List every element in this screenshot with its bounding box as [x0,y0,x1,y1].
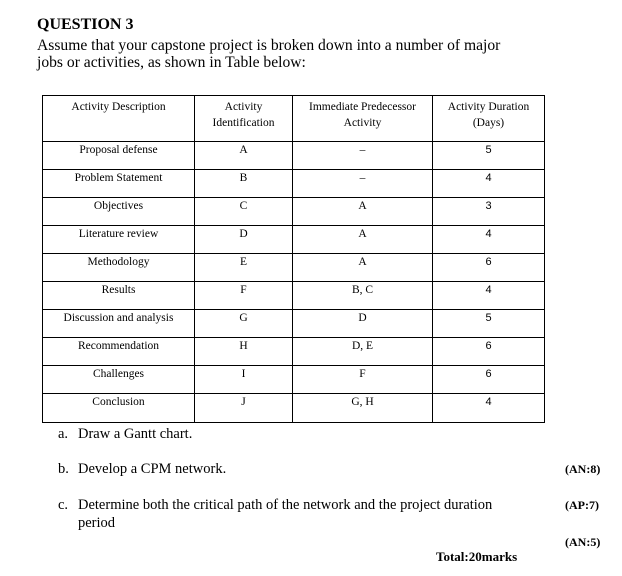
question-c-label: c. [58,497,69,513]
cell-predecessor: A [293,254,433,282]
cell-id: G [195,310,293,338]
cell-predecessor: G, H [293,394,433,423]
question-c-text-line-2: period [78,515,116,531]
cell-id: F [195,282,293,310]
cell-description: Recommendation [43,338,195,366]
cell-predecessor: – [293,142,433,170]
table-row [43,226,545,254]
question-b-label: b. [58,461,69,477]
table-row [43,394,545,423]
cell-duration: 5 [433,310,545,338]
cell-description: Challenges [43,366,195,394]
table-row [43,142,545,170]
table-row [43,170,545,198]
intro-line-2: jobs or activities, as shown in Table below: [37,54,306,71]
question-c [58,496,548,532]
cell-id: I [195,366,293,394]
cell-duration: 4 [433,170,545,198]
cell-id: B [195,170,293,198]
cell-description: Conclusion [43,394,195,423]
cell-duration: 3 [433,198,545,226]
header-predecessor: Immediate Predecessor Activity [293,96,433,142]
cell-description: Problem Statement [43,170,195,198]
activity-table [42,95,545,423]
cell-id: J [195,394,293,423]
header-duration: Activity Duration (Days) [433,96,545,142]
question-a [58,425,558,443]
cell-predecessor: D [293,310,433,338]
question-heading: QUESTION 3 [37,16,134,33]
total-marks: Total:20marks [436,549,518,564]
table-row [43,338,545,366]
table-header-row [43,96,545,142]
cell-predecessor: A [293,198,433,226]
question-c-mark: (AP:7) [565,498,599,512]
cell-predecessor: – [293,170,433,198]
question-a-text: Draw a Gantt chart. [78,426,193,442]
cell-duration: 6 [433,254,545,282]
header-description: Activity Description [43,96,195,142]
cell-duration: 5 [433,142,545,170]
question-c-text-line-1: Determine both the critical path of the network and the project duration [78,497,493,513]
cell-id: A [195,142,293,170]
table-row [43,254,545,282]
question-intro [37,37,567,71]
table-row [43,282,545,310]
cell-duration: 6 [433,366,545,394]
cell-duration: 4 [433,394,545,423]
cell-id: E [195,254,293,282]
cell-duration: 4 [433,226,545,254]
cell-predecessor: F [293,366,433,394]
question-b [58,460,518,478]
cell-description: Methodology [43,254,195,282]
cell-predecessor: D, E [293,338,433,366]
cell-description: Proposal defense [43,142,195,170]
cell-predecessor: A [293,226,433,254]
cell-description: Objectives [43,198,195,226]
question-b-mark: (AN:8) [565,462,601,476]
question-b-text: Develop a CPM network. [78,461,227,477]
extra-mark: (AN:5) [565,535,601,549]
table-row [43,366,545,394]
intro-line-1: Assume that your capstone project is broken down into a number of major [37,37,501,54]
cell-id: D [195,226,293,254]
cell-description: Literature review [43,226,195,254]
cell-predecessor: B, C [293,282,433,310]
cell-description: Results [43,282,195,310]
cell-id: C [195,198,293,226]
table-row [43,310,545,338]
header-identification: Activity Identification [195,96,293,142]
cell-duration: 4 [433,282,545,310]
cell-duration: 6 [433,338,545,366]
table-row [43,198,545,226]
question-a-label: a. [58,426,69,442]
cell-id: H [195,338,293,366]
cell-description: Discussion and analysis [43,310,195,338]
